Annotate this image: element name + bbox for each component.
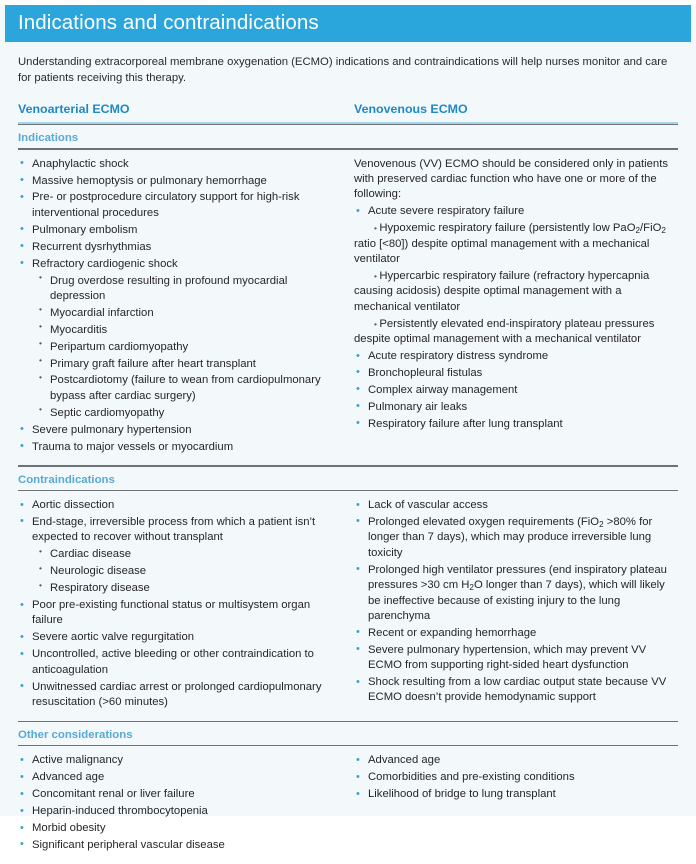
section-columns xyxy=(18,491,678,712)
list-item: Venovenous (VV) ECMO should be considered only in patients with preserved cardiac function who have one or more of the following: xyxy=(354,157,668,201)
list-item: • Pre- or postprocedure circulatory support for high-risk interventional procedures xyxy=(18,190,340,221)
list-item: • Active malignancy xyxy=(18,753,340,768)
list-item: • Concomitant renal or liver failure xyxy=(18,787,340,802)
list-item: • End-stage, irreversible process from which a patient isn’t expected to recover without transplant xyxy=(18,515,340,546)
list-item: • Cardiac disease xyxy=(18,547,340,562)
section xyxy=(18,467,678,721)
list-item: • Bronchopleural fistulas xyxy=(354,366,678,381)
left-column-list xyxy=(18,753,340,853)
page-header-bar xyxy=(5,5,691,42)
list-item: • Anaphylactic shock xyxy=(18,157,340,172)
list-item: • Poor pre-existing functional status or multisystem organ failure xyxy=(18,598,340,629)
list-item: • Postcardiotomy (failure to wean from cardiopulmonary bypass after cardiac surgery) xyxy=(18,373,340,404)
list-item: • Respiratory disease xyxy=(18,581,340,596)
list-item: • Uncontrolled, active bleeding or other contraindication to anticoagulation xyxy=(18,647,340,678)
list-item: • Lack of vascular access xyxy=(354,498,678,513)
section-spacer xyxy=(18,712,678,721)
list-item: • Severe pulmonary hypertension, which may prevent VV ECMO from supporting right-sided heart dysfunction xyxy=(354,643,678,674)
venoarterial-column xyxy=(18,157,354,457)
section-spacer xyxy=(18,855,678,864)
list-item: • Pulmonary embolism xyxy=(18,223,340,238)
left-column-list xyxy=(18,498,340,710)
list-item: • Likelihood of bridge to lung transplant xyxy=(354,787,678,802)
list-item: • Hypoxemic respiratory failure (persistently low PaO$_2$/FiO$_2$ ratio [<80]) despite optimal management with a mechanical ventilator xyxy=(354,221,678,267)
section-columns xyxy=(18,150,678,457)
list-item: • Heparin-induced thrombocytopenia xyxy=(18,804,340,819)
right-column-list xyxy=(354,753,678,802)
list-item: • Trauma to major vessels or myocardium xyxy=(18,440,340,455)
left-column-list xyxy=(18,157,340,455)
list-item: • Massive hemoptysis or pulmonary hemorrhage xyxy=(18,174,340,189)
right-column-list xyxy=(354,157,678,432)
page-title: Indications and contraindications xyxy=(18,11,319,35)
section-title: Indications xyxy=(18,132,79,145)
section xyxy=(18,125,678,465)
list-item: • Persistently elevated end-inspiratory plateau pressures despite optimal management with a mechanical ventilator xyxy=(354,317,678,348)
section-spacer xyxy=(18,456,678,465)
column-heading-venovenous: Venovenous ECMO xyxy=(354,102,468,117)
list-item: • Aortic dissection xyxy=(18,498,340,513)
column-headings xyxy=(18,102,678,122)
list-item: • Recent or expanding hemorrhage xyxy=(354,626,678,641)
list-item: • Prolonged elevated oxygen requirements (FiO$_2$ >80% for longer than 7 days), which may produce irreversible lung toxicity xyxy=(354,515,678,561)
list-item: • Myocardial infarction xyxy=(18,306,340,321)
venoarterial-column xyxy=(18,498,354,712)
venovenous-column xyxy=(354,157,678,457)
list-item: • Recurrent dysrhythmias xyxy=(18,240,340,255)
document-page xyxy=(0,5,696,851)
section-columns xyxy=(18,746,678,854)
list-item: • Myocarditis xyxy=(18,323,340,338)
list-item: • Shock resulting from a low cardiac output state because VV ECMO doesn’t provide hemodynamic support xyxy=(354,675,678,706)
list-item: • Severe aortic valve regurgitation xyxy=(18,630,340,645)
right-column-list xyxy=(354,498,678,706)
intro-paragraph: Understanding extracorporeal membrane oxygenation (ECMO) indications and contraindications will help nurses monitor and care for patients receiving this therapy. xyxy=(18,56,668,85)
list-item: • Unwitnessed cardiac arrest or prolonged cardiopulmonary resuscitation (>60 minutes) xyxy=(18,680,340,711)
list-item: • Comorbidities and pre-existing conditions xyxy=(354,770,678,785)
list-item: • Pulmonary air leaks xyxy=(354,400,678,415)
column-heading-venoarterial: Venoarterial ECMO xyxy=(18,102,130,117)
list-item: • Acute severe respiratory failure xyxy=(354,204,678,219)
list-item: • Severe pulmonary hypertension xyxy=(18,423,340,438)
list-item: • Significant peripheral vascular disease xyxy=(18,838,340,853)
list-item: • Complex airway management xyxy=(354,383,678,398)
list-item: • Respiratory failure after lung transplant xyxy=(354,417,678,432)
list-item: • Refractory cardiogenic shock xyxy=(18,257,340,272)
list-item: • Peripartum cardiomyopathy xyxy=(18,340,340,355)
venovenous-column xyxy=(354,753,678,854)
list-item: • Drug overdose resulting in profound myocardial depression xyxy=(18,274,340,305)
list-item: • Prolonged high ventilator pressures (end inspiratory plateau pressures >30 cm $H_2O$ longer than 7 days), which will likely be ineffective because of existing injury to the lung parenchyma xyxy=(354,563,678,625)
list-item: • Advanced age xyxy=(18,770,340,785)
venovenous-column xyxy=(354,498,678,712)
list-item: • Hypercarbic respiratory failure (refractory hypercapnia causing acidosis) despite optimal management with a mechanical ventilator xyxy=(354,269,678,315)
venoarterial-column xyxy=(18,753,354,854)
list-item: • Acute respiratory distress syndrome xyxy=(354,349,678,364)
section-title: Other considerations xyxy=(18,729,133,742)
list-item: • Primary graft failure after heart transplant xyxy=(18,357,340,372)
section-title: Contraindications xyxy=(18,473,115,486)
list-item: • Neurologic disease xyxy=(18,564,340,579)
section xyxy=(18,722,678,864)
list-item: • Advanced age xyxy=(354,753,678,768)
sections-container xyxy=(0,124,696,864)
list-item: • Morbid obesity xyxy=(18,821,340,836)
list-item: • Septic cardiomyopathy xyxy=(18,406,340,421)
